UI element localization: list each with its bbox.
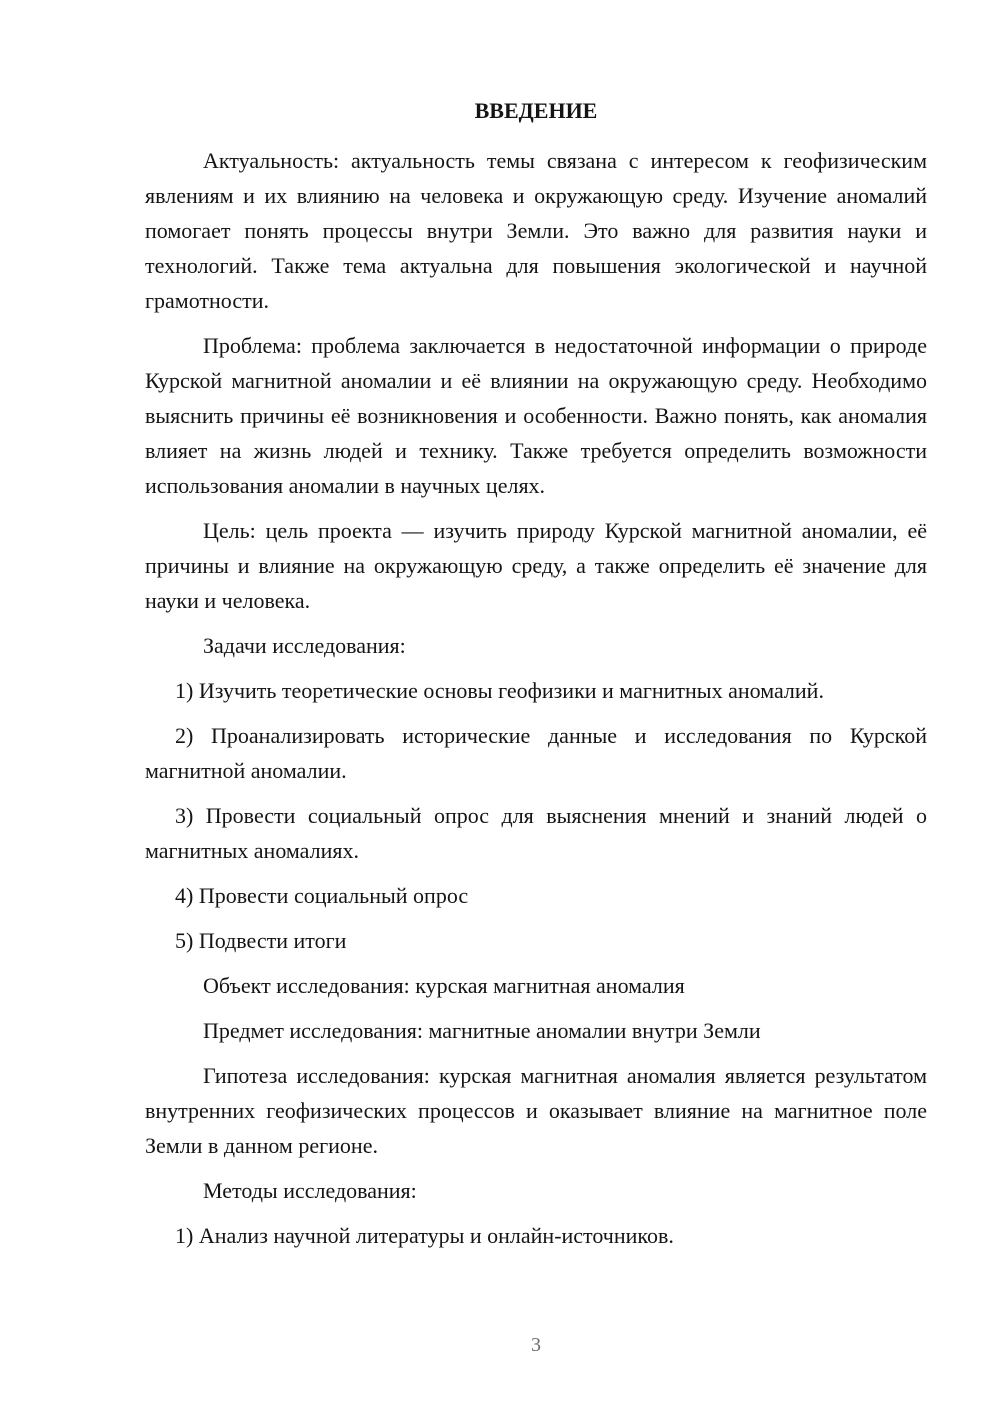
research-object: Объект исследования: курская магнитная аномалия xyxy=(203,973,685,998)
tasks-heading: Задачи исследования: xyxy=(203,633,406,658)
task-item: 1) Изучить теоретические основы геофизики и магнитных аномалий. xyxy=(175,678,824,703)
task-item: 5) Подвести итоги xyxy=(175,928,347,953)
page-number: 3 xyxy=(531,1334,541,1356)
relevance-paragraph: Актуальность: актуальность темы связана с интересом к геофизическим явлениям и их влиянию на человека и окружающую среду. Изучение аномалий помогает понять процессы внутри Земли. Это важно для развития науки и технологий. Также тема актуальна для повышения экологической и научной грамотности. xyxy=(145,148,927,313)
page-title: ВВЕДЕНИЕ xyxy=(474,98,598,123)
task-item: 4) Провести социальный опрос xyxy=(175,883,469,908)
hypothesis-paragraph: Гипотеза исследования: курская магнитная аномалия является результатом внутренних геофизических процессов и оказывает влияние на магнитное поле Земли в данном регионе. xyxy=(145,1063,927,1158)
problem-paragraph: Проблема: проблема заключается в недостаточной информации о природе Курской магнитной аномалии и её влиянии на окружающую среду. Необходимо выяснить причины её возникновения и особенности. Важно понять, как аномалия влияет на жизнь людей и технику. Также требуется определить возможности использования аномалии в научных целях. xyxy=(145,333,927,498)
methods-heading: Методы исследования: xyxy=(203,1178,417,1203)
task-item: 3) Провести социальный опрос для выяснения мнений и знаний людей о магнитных аномалиях. xyxy=(145,803,927,863)
research-subject: Предмет исследования: магнитные аномалии внутри Земли xyxy=(203,1018,761,1043)
task-item: 2) Проанализировать исторические данные и исследования по Курской магнитной аномалии. xyxy=(145,723,927,783)
method-item: 1) Анализ научной литературы и онлайн-источников. xyxy=(175,1223,674,1248)
document-page xyxy=(145,96,927,1263)
goal-paragraph: Цель: цель проекта — изучить природу Курской магнитной аномалии, её причины и влияние на окружающую среду, а также определить её значение для науки и человека. xyxy=(145,518,927,613)
